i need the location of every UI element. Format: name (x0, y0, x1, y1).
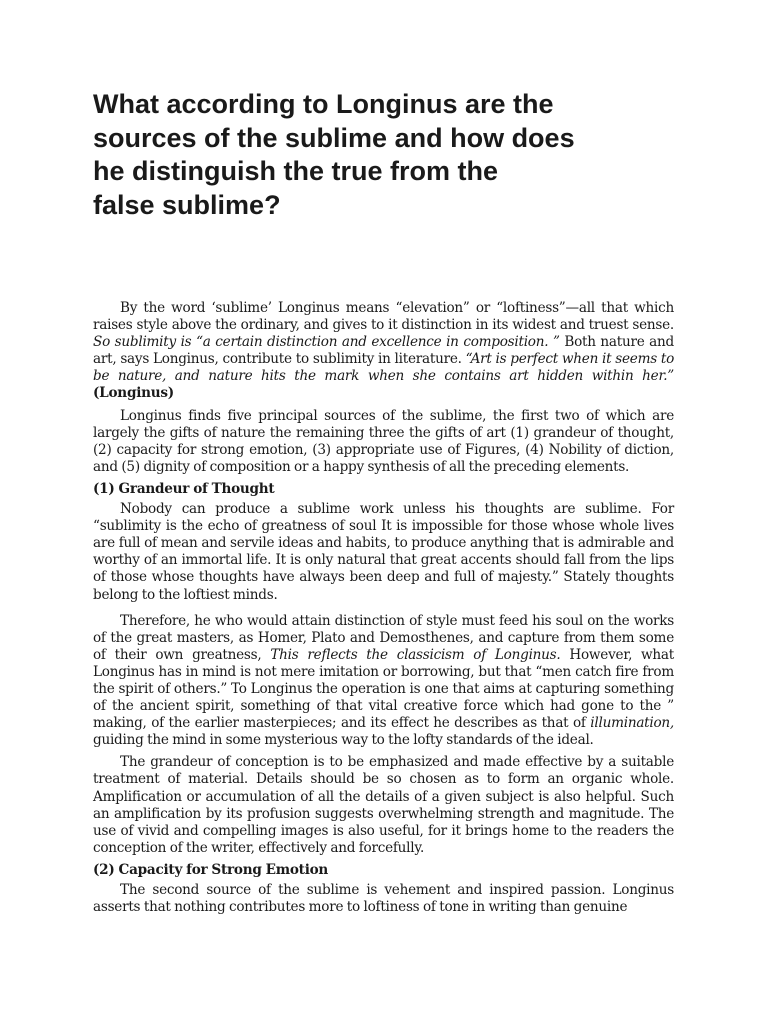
text-run: However, what Longinus has in mind is not mere imitation or borrowing, but that “men catch fire from the spirit of others.” To Longinus the operation is one that aims at capturing something of the ancient spirit, something of that vital creative force which had gone to the ” making, of the earlier masterpieces; and its effect he describes as that of (93, 646, 674, 732)
section-heading-grandeur: (1) Grandeur of Thought (93, 480, 275, 497)
title-line: he distinguish the true from the (93, 156, 499, 186)
paragraph-grandeur-3: The grandeur of conception is to be emphasized and made effective by a suitable treatment of material. Details should be so chosen as to form an organic whole. Amplification or accumulation of all the details of a given subject is also helpful. Such an amplification by its profusion suggests overwhelming strength and magnitude. The use of vivid and compelling images is also useful, for it brings home to the readers the conception of the writer, effectively and forcefully. (93, 754, 674, 856)
page-title (93, 88, 693, 222)
paragraph-emotion-1: The second source of the sublime is vehement and inspired passion. Longinus asserts that nothing contributes more to loftiness of tone in writing than genuine (93, 882, 674, 916)
text-run: Therefore, he who would attain distinction of style must feed his soul on the works of the great masters, as Homer, Plato and Demosthenes, and capture from them some of their own greatness, (93, 612, 674, 663)
title-line: What according to Longinus are the (93, 89, 554, 119)
italic-quote: “Art is perfect when it seems to be nature, and nature hits the mark when she contains art hidden within her.” (93, 351, 675, 385)
italic-phrase: illumination, (590, 715, 674, 732)
document-body (93, 300, 674, 921)
bold-attribution: (Longinus) (93, 385, 174, 402)
paragraph-definition (93, 300, 674, 403)
italic-quote: So sublimity is “a certain distinction and excellence in composition. ” (93, 334, 560, 351)
text-run: Both nature and art, says Longinus, contribute to sublimity in literature. (93, 334, 674, 368)
text-run: By the word ‘sublime’ Longinus means “elevation” or “loftiness”—all that which raises style above the ordinary, and gives to it distinction in its widest and truest sense. (93, 300, 674, 334)
italic-phrase: This reflects the classicism of Longinus. (270, 646, 561, 663)
paragraph-grandeur-1: Nobody can produce a sublime work unless his thoughts are sublime. For “sublimity is the echo of greatness of soul It is impossible for those whose whole lives are full of mean and servile ideas and habits, to produce anything that is admirable and worthy of an immortal life. It is only natural that great accents should fall from the lips of those whose thoughts have always been deep and full of majesty.” Stately thoughts belong to the loftiest minds. (93, 501, 674, 603)
paragraph-grandeur-2 (93, 613, 674, 750)
title-line: sources of the sublime and how does (93, 122, 575, 153)
text-run: guiding the mind in some mysterious way to the lofty standards of the ideal. (93, 732, 594, 749)
title-line: false sublime? (93, 189, 281, 220)
section-heading-emotion: (2) Capacity for Strong Emotion (93, 861, 329, 878)
paragraph-five-sources: Longinus finds five principal sources of the sublime, the first two of which are largely the gifts of nature the remaining three the gifts of art (1) grandeur of thought, (2) capacity for strong emotion, (3) appropriate use of Figures, (4) Nobility of diction, and (5) dignity of composition or a happy synthesis of all the preceding elements. (93, 407, 674, 475)
